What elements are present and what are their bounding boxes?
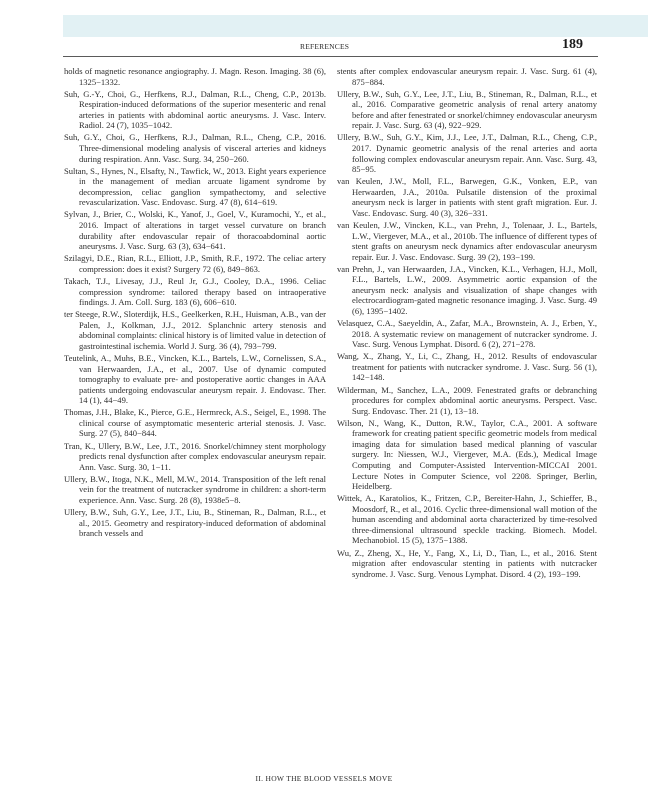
reference-entry: Tran, K., Ullery, B.W., Lee, J.T., 2016. Snorkel/chimney stent morphology predicts renal dysfunction after complex endovascular aneurysm repair. Ann. Vasc. Surg. 30, 1−11.	[64, 440, 326, 472]
reference-entry: Sultan, S., Hynes, N., Elsafty, N., Tawfick, W., 2013. Eight years experience in the management of median arcuate ligament syndrome by decompression, celiac ganglion sympathectomy, and selective revascularization. Vasc. Endovasc. Surg. 47 (8), 614−619.	[64, 165, 326, 208]
reference-entry: Wilson, N., Wang, K., Dutton, R.W., Taylor, C.A., 2001. A software framework for creating patient specific geometric models from medical imaging data for simulation based medical planning of vascular surgery. In: Niessen, W.J., Viergever, M.A. (Eds.), Medical Image Computing and Computer-Assisted Intervention-MICCAI 2001. Lecture Notes in Computer Science, vol 2208. Springer, Berlin, Heidelberg.	[337, 417, 597, 492]
reference-entry: Wittek, A., Karatolios, K., Fritzen, C.P., Bereiter-Hahn, J., Schieffer, B., Moosdorf, R., et al., 2016. Cyclic three-dimensional wall motion of the human ascending and abdominal aorta characterized by time-resolved three-dimensional ultrasound speckle tracking. Biomech. Model. Mechanobiol. 15 (5), 1375−1388.	[337, 493, 597, 546]
reference-entry: Suh, G.Y., Choi, G., Herfkens, R.J., Dalman, R.L., Cheng, C.P., 2016. Three-dimensional modeling analysis of visceral arteries and kidneys during respiration. Ann. Vasc. Surg. 34, 250−260.	[64, 132, 326, 164]
reference-entry: Velasquez, C.A., Saeyeldin, A., Zafar, M.A., Brownstein, A. J., Erben, Y., 2018. A systematic review on management of nutcracker syndrome. J. Vasc. Surg. Venous Lymphat. Disord. 6 (2), 271−278.	[337, 318, 597, 350]
reference-entry: Wilderman, M., Sanchez, L.A., 2009. Fenestrated grafts or debranching procedures for complex abdominal aortic aneurysms. Perspect. Vasc. Surg. Endovasc. Ther. 21 (1), 13−18.	[337, 384, 597, 416]
reference-entry: Szilagyi, D.E., Rian, R.L., Elliott, J.P., Smith, R.F., 1972. The celiac artery compression: does it exist? Surgery 72 (6), 849−863.	[64, 253, 326, 274]
page-number: 189	[562, 37, 583, 52]
running-header: REFERENCES	[300, 42, 350, 51]
reference-column-left	[64, 66, 326, 540]
reference-entry: Teutelink, A., Muhs, B.E., Vincken, K.L., Bartels, L.W., Cornelissen, S.A., van Herwaarden, J.A., et al., 2007. Use of dynamic computed tomography to evaluate pre- and postoperative aortic changes in AAA patients undergoing endovascular aneurysm repair. J. Endovasc. Ther. 14 (1), 44−49.	[64, 352, 326, 406]
reference-entry: ter Steege, R.W., Sloterdijk, H.S., Geelkerken, R.H., Huisman, A.B., van der Palen, J., Kolkman, J.J., 2012. Splanchnic artery stenosis and abdominal complaints: clinical history is of limited value in detection of gastrointestinal ischemia. World J. Surg. 36 (4), 793−799.	[64, 309, 326, 351]
part-footer: II. HOW THE BLOOD VESSELS MOVE	[255, 774, 393, 783]
reference-entry: Sylvan, J., Brier, C., Wolski, K., Yanof, J., Goel, V., Kuramochi, Y., et al., 2016. Impact of alterations in target vessel curvature on branch durability after endovascular repair of thoracoabdominal aortic aneurysms. J. Vasc. Surg. 63 (3), 634−641.	[64, 209, 326, 252]
reference-entry: Ullery, B.W., Suh, G.Y., Lee, J.T., Liu, B., Stineman, R., Dalman, R.L., et al., 2015. Geometry and respiratory-induced deformation of abdominal branch vessels and	[64, 507, 326, 539]
header-divider	[63, 56, 598, 57]
reference-entry: Suh, G.-Y., Choi, G., Herfkens, R.J., Dalman, R.L., Cheng, C.P., 2013b. Respiration-induced deformations of the superior mesenteric and renal arteries in patients with abdominal aortic aneurysms. J. Vasc. Interv. Radiol. 24 (7), 1035−1042.	[64, 88, 326, 131]
reference-entry: holds of magnetic resonance angiography. J. Magn. Reson. Imaging. 38 (6), 1325−1332.	[64, 66, 326, 87]
reference-entry: van Keulen, J.W., Moll, F.L., Barwegen, G.K., Vonken, E.P., van Herwaarden, J.A., 2010a. Pulsatile distension of the proximal aneurysm neck is larger in patients with stent graft migration. Eur. J. Vasc. Endovasc. Surg. 40 (3), 326−331.	[337, 176, 597, 218]
reference-entry: stents after complex endovascular aneurysm repair. J. Vasc. Surg. 61 (4), 875−884.	[337, 66, 597, 87]
reference-entry: Wu, Z., Zheng, X., He, Y., Fang, X., Li, D., Tian, L., et al., 2016. Stent migration after endovascular stenting in patients with nutcracker syndrome. J. Vasc. Surg. Venous Lymphat. Disord. 4 (2), 193−199.	[337, 547, 597, 579]
reference-entry: Ullery, B.W., Itoga, N.K., Mell, M.W., 2014. Transposition of the left renal vein for the treatment of nutcracker syndrome in children: a short-term experience. Ann. Vasc. Surg. 28 (8), 1938e5−8.	[64, 473, 326, 505]
reference-entry: van Prehn, J., van Herwaarden, J.A., Vincken, K.L., Verhagen, H.J., Moll, F.L., Bartels, L.W., 2009. Asymmetric aortic expansion of the aneurysm neck: analysis and visualization of shape changes with electrocardiogram-gated magnetic resonance imaging. J. Vasc. Surg. 49 (6), 1395−1402.	[337, 263, 597, 316]
header-color-band	[63, 15, 648, 37]
reference-column-right	[337, 66, 597, 581]
reference-entry: Ullery, B.W., Suh, G.Y., Kim, J.J., Lee, J.T., Dalman, R.L., Cheng, C.P., 2017. Dynamic geometric analysis of the renal arteries and aorta following complex endovascular aneurysm repair. Ann. Vasc. Surg. 43, 85−95.	[337, 132, 597, 175]
reference-entry: van Keulen, J.W., Vincken, K.L., van Prehn, J., Tolenaar, J. L., Bartels, L.W., Viergever, M.A., et al., 2010b. The influence of different types of stent grafts on aneurysm neck dynamics after endovascular aneurysm repair. Eur. J. Vasc. Endovasc. Surg. 39 (2), 193−199.	[337, 220, 597, 262]
reference-entry: Wang, X., Zhang, Y., Li, C., Zhang, H., 2012. Results of endovascular treatment for patients with nutcracker syndrome. J. Vasc. Surg. 56 (1), 142−148.	[337, 351, 597, 383]
reference-entry: Takach, T.J., Livesay, J.J., Reul Jr, G.J., Cooley, D.A., 1996. Celiac compression syndrome: tailored therapy based on intraoperative findings. J. Am. Coll. Surg. 183 (6), 606−610.	[64, 275, 326, 308]
reference-entry: Ullery, B.W., Suh, G.Y., Lee, J.T., Liu, B., Stineman, R., Dalman, R.L., et al., 2016. Comparative geometric analysis of renal artery anatomy before and after fenestrated or snorkel/chimney endovascular aneurysm repair. J. Vasc. Surg. 63 (4), 922−929.	[337, 88, 597, 131]
reference-entry: Thomas, J.H., Blake, K., Pierce, G.E., Hermreck, A.S., Seigel, E., 1998. The clinical course of asymptomatic mesenteric arterial stenosis. J. Vasc. Surg. 27 (5), 840−844.	[64, 407, 326, 439]
